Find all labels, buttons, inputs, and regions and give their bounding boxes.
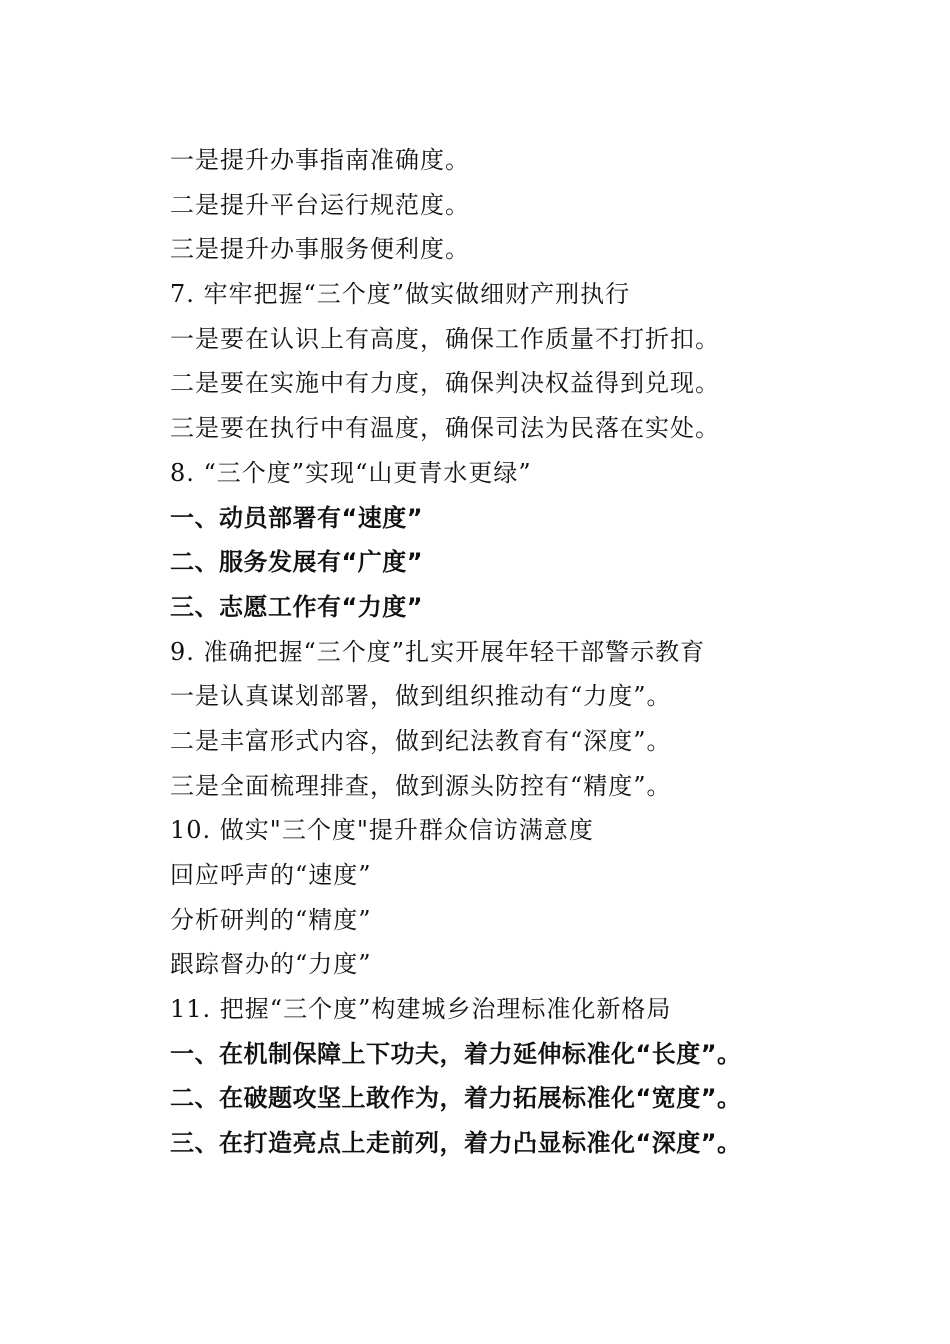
text-line: 跟踪督办的“力度” — [170, 950, 372, 979]
bold-point: 三、在打造亮点上走前列，着力凸显标准化“深度”。 — [170, 1129, 742, 1158]
document-body — [170, 138, 870, 1166]
bold-point: 三、志愿工作有“力度” — [170, 592, 424, 621]
bold-point: 二、服务发展有“广度” — [170, 548, 424, 577]
text-line: 三是提升办事服务便利度。 — [170, 235, 470, 264]
text-line: 二是要在实施中有力度，确保判决权益得到兑现。 — [170, 369, 720, 398]
section-heading: 10. 做实"三个度"提升群众信访满意度 — [170, 816, 594, 845]
bold-point: 一、在机制保障上下功夫，着力延伸标准化“长度”。 — [170, 1039, 742, 1068]
text-line: 一是要在认识上有高度，确保工作质量不打折扣。 — [170, 324, 720, 353]
text-line: 三是全面梳理排查，做到源头防控有“精度”。 — [170, 771, 672, 800]
section-heading: 7. 牢牢把握“三个度”做实做细财产刑执行 — [170, 280, 631, 309]
bold-point: 一、动员部署有“速度” — [170, 503, 424, 532]
section-heading: 9. 准确把握“三个度”扎实开展年轻干部警示教育 — [170, 637, 706, 666]
text-line: 二是丰富形式内容，做到纪法教育有“深度”。 — [170, 726, 672, 755]
section-heading: 8. “三个度”实现“山更青水更绿” — [170, 458, 532, 487]
section-heading: 11. 把握“三个度”构建城乡治理标准化新格局 — [170, 995, 672, 1024]
text-line: 回应呼声的“速度” — [170, 861, 372, 889]
text-line: 三是要在执行中有温度，确保司法为民落在实处。 — [170, 414, 720, 443]
text-line: 一是认真谋划部署，做到组织推动有“力度”。 — [170, 682, 672, 711]
text-line: 分析研判的“精度” — [170, 905, 372, 934]
text-line: 一是提升办事指南准确度。 — [170, 146, 470, 174]
bold-point: 二、在破题攻坚上敢作为，着力拓展标准化“宽度”。 — [170, 1084, 742, 1113]
text-line: 二是提升平台运行规范度。 — [170, 190, 470, 219]
